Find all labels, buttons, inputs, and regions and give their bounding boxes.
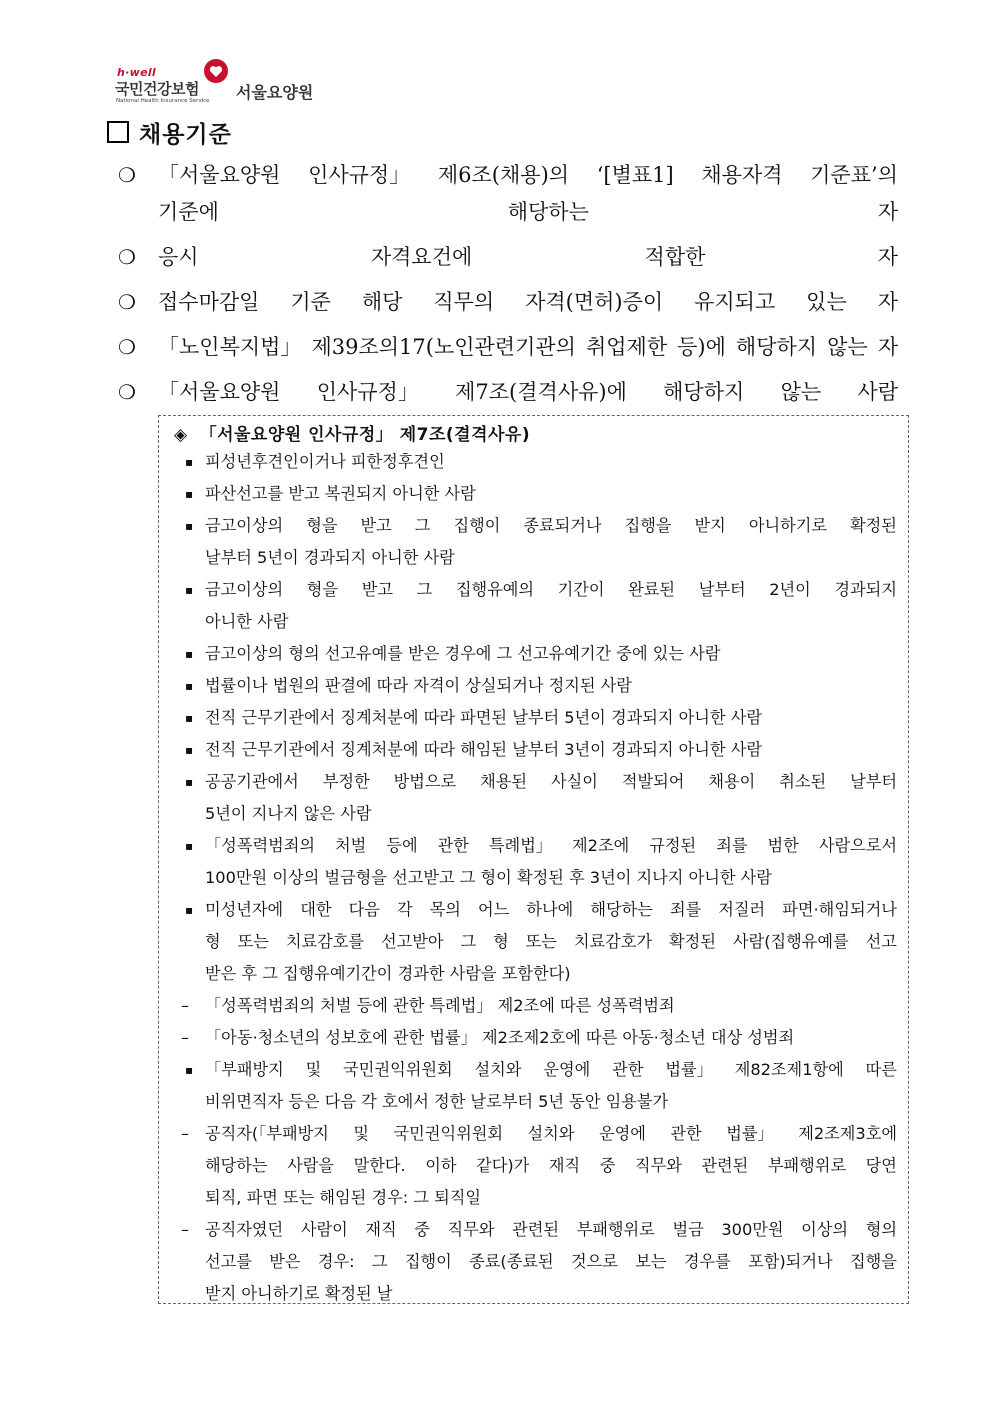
circle-bullet-icon: ❍ xyxy=(118,163,136,187)
item-text: 공공기관에서 부정한 방법으로 채용된 사실이 적발되어 채용이 취소된 날부터 xyxy=(205,772,897,791)
square-bullet-icon: ▪ xyxy=(185,519,194,533)
item-text: 100만원 이상의 벌금형을 선고받고 그 형이 확정된 후 3년이 지나지 아니한 사람 xyxy=(205,868,772,887)
item-text: 미성년자에 대한 다음 각 목의 어느 하나에 해당하는 죄를 저질러 파면·해임되거나 xyxy=(205,900,897,919)
criteria-text: 기준에 해당하는 자 xyxy=(158,200,898,224)
dash-bullet-icon: – xyxy=(181,1124,189,1143)
item-text: 아니한 사람 xyxy=(205,612,289,631)
criteria-item xyxy=(118,239,898,276)
disqualification-item xyxy=(181,1054,897,1118)
criteria-list xyxy=(118,157,898,419)
item-text: 「아동·청소년의 성보호에 관한 법률」 제2조제2호에 따른 아동·청소년 대상 성범죄 xyxy=(205,1028,795,1047)
circle-bullet-icon: ❍ xyxy=(118,290,136,314)
circle-bullet-icon: ❍ xyxy=(118,380,136,404)
sub-item xyxy=(181,1118,897,1214)
item-text: 파산선고를 받고 복권되지 아니한 사람 xyxy=(205,484,476,503)
disqualification-item xyxy=(181,574,897,638)
item-text: 공직자(「부패방지 및 국민권익위원회 설치와 운영에 관한 법률」 제2조제3호에 xyxy=(205,1124,897,1143)
item-text: 「부패방지 및 국민권익위원회 설치와 운영에 관한 법률」 제82조제1항에 따른 xyxy=(205,1060,897,1079)
criteria-text: 「노인복지법」 제39조의17(노인관련기관의 취업제한 등)에 해당하지 않는 자 xyxy=(158,335,898,359)
dash-bullet-icon: – xyxy=(181,1220,189,1239)
disqualification-item xyxy=(181,702,897,734)
disqualification-item xyxy=(181,478,897,510)
disqualification-item xyxy=(181,894,897,990)
item-text: 금고이상의 형의 선고유예를 받은 경우에 그 선고유예기간 중에 있는 사람 xyxy=(205,644,721,663)
item-text: 받지 아니하기로 확정된 날 xyxy=(205,1284,393,1303)
square-bullet-icon: ▪ xyxy=(185,903,194,917)
item-text: 금고이상의 형을 받고 그 집행유예의 기간이 완료된 날부터 2년이 경과되지 xyxy=(205,580,897,599)
box-title-text: 「서울요양원 인사규정」 제7조(결격사유) xyxy=(199,425,531,445)
square-bullet-icon: ▪ xyxy=(185,1063,194,1077)
square-bullet-icon: ▪ xyxy=(185,839,194,853)
square-bullet-icon: ▪ xyxy=(185,487,194,501)
logo-sub-text: National Health Insurance Service xyxy=(116,98,210,104)
square-bullet-icon: ▪ xyxy=(185,711,194,725)
item-text: 금고이상의 형을 받고 그 집행이 종료되거나 집행을 받지 아니하기로 확정된 xyxy=(205,516,897,535)
item-text: 법률이나 법원의 판결에 따라 자격이 상실되거나 정지된 사람 xyxy=(205,676,632,695)
square-bullet-icon: ▪ xyxy=(185,583,194,597)
disqualification-box xyxy=(158,415,909,1304)
item-text: 해당하는 사람을 말한다. 이하 같다)가 재직 중 직무와 관련된 부패행위로 당연 xyxy=(205,1156,897,1175)
disqualification-item xyxy=(181,510,897,574)
sub-item xyxy=(181,1214,897,1310)
checkbox-icon xyxy=(107,121,129,143)
sub-item xyxy=(181,1022,897,1054)
heart-icon xyxy=(203,58,229,84)
disqualification-item xyxy=(181,734,897,766)
item-text: 형 또는 치료감호를 선고받아 그 형 또는 치료감호가 확정된 사람(집행유예를 선고 xyxy=(205,932,897,951)
circle-bullet-icon: ❍ xyxy=(118,335,136,359)
criteria-text: 「서울요양원 인사규정」 제6조(채용)의 ‘[별표1] 채용자격 기준표’의 xyxy=(158,163,898,187)
criteria-item xyxy=(118,284,898,321)
disqualification-list xyxy=(181,446,897,1310)
item-text: 퇴직, 파면 또는 해임된 경우: 그 퇴직일 xyxy=(205,1188,482,1207)
dash-bullet-icon: – xyxy=(181,996,189,1015)
sub-item xyxy=(181,990,897,1022)
criteria-item xyxy=(118,374,898,411)
square-bullet-icon: ▪ xyxy=(185,647,194,661)
logo-hwell-text: h·well xyxy=(117,66,156,79)
diamond-icon: ◈ xyxy=(174,425,188,445)
circle-bullet-icon: ❍ xyxy=(118,245,136,269)
criteria-text: 접수마감일 기준 해당 직무의 자격(면허)증이 유지되고 있는 자 xyxy=(158,290,898,314)
disqualification-item xyxy=(181,830,897,894)
item-text: 전직 근무기관에서 징계처분에 따라 파면된 날부터 5년이 경과되지 아니한 사람 xyxy=(205,708,762,727)
disqualification-item xyxy=(181,670,897,702)
item-text: 「성폭력범죄의 처벌 등에 관한 특례법」 제2조에 따른 성폭력범죄 xyxy=(205,996,675,1015)
dash-bullet-icon: – xyxy=(181,1028,189,1047)
item-text: 5년이 지나지 않은 사람 xyxy=(205,804,372,823)
square-bullet-icon: ▪ xyxy=(185,679,194,693)
square-bullet-icon: ▪ xyxy=(185,455,194,469)
criteria-item xyxy=(118,329,898,366)
item-text: 날부터 5년이 경과되지 아니한 사람 xyxy=(205,548,455,567)
section-title: 채용기준 xyxy=(139,121,232,148)
nhis-logo xyxy=(113,58,343,110)
logo-org-name: 서울요양원 xyxy=(236,83,314,102)
criteria-text: 응시 자격요건에 적합한 자 xyxy=(158,245,898,269)
item-text: 피성년후견인이거나 피한정후견인 xyxy=(205,452,445,471)
item-text: 선고를 받은 경우: 그 집행이 종료(종료된 것으로 보는 경우를 포함)되거나 집행을 xyxy=(205,1252,897,1271)
square-bullet-icon: ▪ xyxy=(185,743,194,757)
square-bullet-icon: ▪ xyxy=(185,775,194,789)
item-text: 비위면직자 등은 다음 각 호에서 정한 날로부터 5년 동안 임용불가 xyxy=(205,1092,669,1111)
item-text: 공직자였던 사람이 재직 중 직무와 관련된 부패행위로 벌금 300만원 이상의 형의 xyxy=(205,1220,897,1239)
criteria-item xyxy=(118,157,898,231)
disqualification-item xyxy=(181,766,897,830)
logo-main-text: 국민건강보험 xyxy=(115,80,199,98)
section-heading xyxy=(107,115,232,149)
item-text: 전직 근무기관에서 징계처분에 따라 해임된 날부터 3년이 경과되지 아니한 사람 xyxy=(205,740,762,759)
item-text: 「성폭력범죄의 처벌 등에 관한 특례법」 제2조에 규정된 죄를 범한 사람으로서 xyxy=(205,836,897,855)
disqualification-item xyxy=(181,446,897,478)
box-title xyxy=(174,420,530,445)
criteria-text: 「서울요양원 인사규정」 제7조(결격사유)에 해당하지 않는 사람 xyxy=(158,380,898,404)
disqualification-item xyxy=(181,638,897,670)
item-text: 받은 후 그 집행유예기간이 경과한 사람을 포함한다) xyxy=(205,964,571,983)
